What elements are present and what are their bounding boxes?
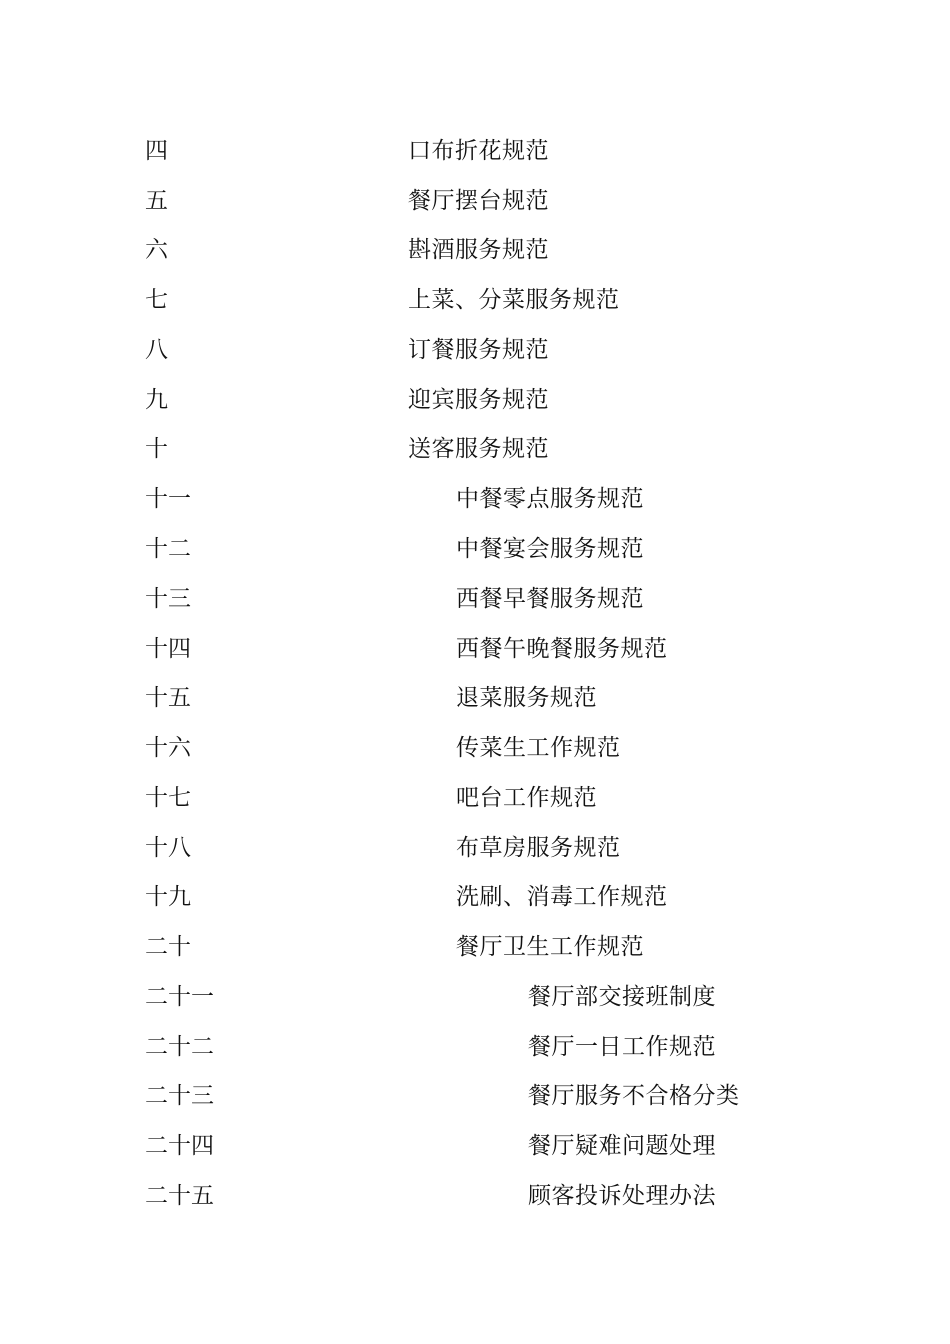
toc-entry-number: 八 (145, 337, 168, 363)
toc-entry-title: 订餐服务规范 (408, 337, 549, 363)
toc-entry-title: 传菜生工作规范 (456, 735, 621, 761)
toc-entry-title: 布草房服务规范 (456, 835, 621, 861)
toc-entry-title: 斟酒服务规范 (408, 237, 549, 263)
toc-entry-number: 二十三 (145, 1083, 214, 1109)
toc-entry-title: 西餐早餐服务规范 (456, 586, 644, 612)
toc-entry (0, 977, 950, 1017)
toc-entry-title: 餐厅部交接班制度 (528, 984, 716, 1010)
toc-entry (0, 1126, 950, 1166)
toc-entry-number: 五 (145, 188, 168, 214)
toc-entry (0, 230, 950, 270)
toc-entry-title: 上菜、分菜服务规范 (408, 287, 620, 313)
toc-entry-number: 十七 (145, 785, 191, 811)
toc-entry-title: 西餐午晚餐服务规范 (456, 636, 668, 662)
toc-entry-title: 口布折花规范 (408, 138, 549, 164)
toc-entry (0, 1027, 950, 1067)
toc-entry (0, 927, 950, 967)
toc-entry (0, 330, 950, 370)
toc-entry (0, 529, 950, 569)
toc-entry-number: 十二 (145, 536, 191, 562)
toc-entry-title: 送客服务规范 (408, 436, 549, 462)
toc-entry (0, 579, 950, 619)
toc-entry-number: 十四 (145, 636, 191, 662)
toc-entry (0, 479, 950, 519)
toc-entry (0, 629, 950, 669)
toc-entry-title: 吧台工作规范 (456, 785, 597, 811)
toc-entry (0, 728, 950, 768)
toc-entry-number: 二十 (145, 934, 191, 960)
toc-entry-number: 九 (145, 387, 168, 413)
toc-entry-title: 顾客投诉处理办法 (528, 1183, 716, 1209)
toc-entry (0, 828, 950, 868)
toc-entry-title: 迎宾服务规范 (408, 387, 549, 413)
toc-entry-title: 餐厅疑难问题处理 (528, 1133, 716, 1159)
toc-entry-number: 十八 (145, 835, 191, 861)
toc-entry (0, 131, 950, 171)
toc-entry-number: 六 (145, 237, 168, 263)
toc-entry (0, 778, 950, 818)
toc-entry-title: 退菜服务规范 (456, 685, 597, 711)
toc-entry-title: 中餐零点服务规范 (456, 486, 644, 512)
toc-entry-number: 二十四 (145, 1133, 214, 1159)
toc-entry-number: 十 (145, 436, 168, 462)
toc-entry-title: 洗刷、消毒工作规范 (456, 884, 668, 910)
toc-entry-number: 十六 (145, 735, 191, 761)
toc-entry-title: 中餐宴会服务规范 (456, 536, 644, 562)
toc-entry-title: 餐厅一日工作规范 (528, 1034, 716, 1060)
toc-entry-title: 餐厅服务不合格分类 (528, 1083, 740, 1109)
toc-entry-number: 七 (145, 287, 168, 313)
toc-entry (0, 678, 950, 718)
toc-entry-number: 十五 (145, 685, 191, 711)
toc-entry-number: 二十五 (145, 1183, 214, 1209)
toc-entry (0, 1076, 950, 1116)
toc-entry-number: 十一 (145, 486, 191, 512)
toc-entry (0, 181, 950, 221)
toc-entry (0, 380, 950, 420)
toc-entry-number: 十三 (145, 586, 191, 612)
toc-entry (0, 877, 950, 917)
toc-entry-number: 四 (145, 138, 168, 164)
toc-entry-title: 餐厅卫生工作规范 (456, 934, 644, 960)
toc-entry-number: 二十二 (145, 1034, 214, 1060)
toc-entry (0, 1176, 950, 1216)
toc-entry-title: 餐厅摆台规范 (408, 188, 549, 214)
toc-entry (0, 280, 950, 320)
toc-entry-number: 二十一 (145, 984, 214, 1010)
toc-entry (0, 429, 950, 469)
toc-entry-number: 十九 (145, 884, 191, 910)
